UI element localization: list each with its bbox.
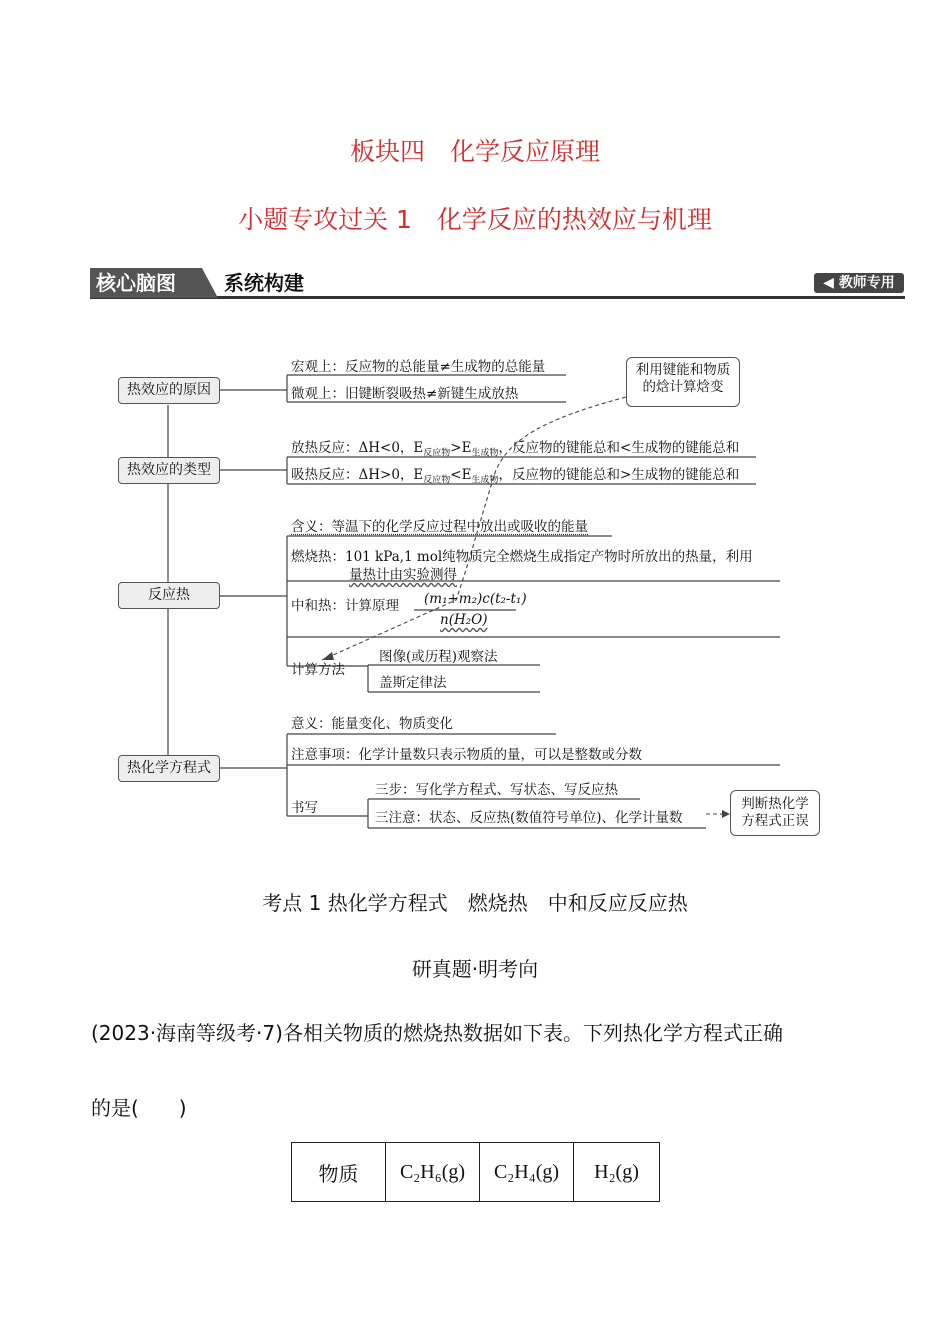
heat-combustion-line1: 燃烧热：101 kPa,1 mol纯物质完全燃烧生成指定产物时所放出的热量，利用 [291, 549, 753, 565]
heat-neutral-label: 中和热：计算原理 [291, 598, 399, 614]
node-thermo-equation: 热化学方程式 [118, 755, 220, 782]
table-row [292, 1143, 660, 1202]
equation-notes: 注意事项：化学计量数只表示物质的量，可以是整数或分数 [291, 747, 642, 763]
page-title: 板块四 化学反应原理 [349, 137, 600, 166]
teacher-badge: ◀ 教师专用 [814, 273, 904, 293]
types-endothermic: 吸热反应：ΔH>0，$E_{反应物}<E_{生成物}$，反应物的键能总和>生成物的键能总和 [291, 467, 740, 486]
equation-meaning: 意义：能量变化、物质变化 [291, 716, 453, 732]
equation-steps: 三步：写化学方程式、写状态、写反应热 [375, 782, 618, 798]
question-line-2: 的是( ) [91, 1096, 187, 1120]
node-reaction-heat: 反应热 [118, 582, 220, 609]
node-heat-cause: 热效应的原因 [118, 377, 220, 404]
cause-micro: 微观上：旧键断裂吸热≠新键生成放热 [291, 386, 519, 402]
banner-left-label: 核心脑图 [90, 268, 202, 298]
heat-neutral-numerator: (m₁+m₂)c(t₂-t₁) [424, 591, 527, 607]
table-header-c2h4: C₂H₄(g) [480, 1143, 574, 1202]
heat-calc-method-2: 盖斯定律法 [379, 675, 447, 691]
heat-combustion-line2: 量热计由实验测得 [349, 567, 457, 583]
heat-calc-label: 计算方法 [291, 662, 345, 678]
question-line-1: (2023·海南等级考·7)各相关物质的燃烧热数据如下表。下列热化学方程式正确 [91, 1021, 783, 1045]
table-header-h2: H₂(g) [574, 1143, 660, 1202]
equation-cautions: 三注意：状态、反应热(数值符号单位)、化学计量数 [375, 810, 683, 826]
section-sub-title: 研真题·明考向 [411, 957, 539, 981]
node-heat-types: 热效应的类型 [118, 457, 220, 484]
judge-equation-note: 判断热化学 方程式正误 [730, 790, 820, 836]
table-header-substance: 物质 [292, 1143, 386, 1202]
banner-right-label: 系统构建 [224, 271, 304, 295]
table-header-c2h6: C₂H₆(g) [386, 1143, 480, 1202]
heat-meaning: 含义：等温下的化学反应过程中放出或吸收的能量 [291, 519, 588, 535]
section-point-title: 考点 1 热化学方程式 燃烧热 中和反应反应热 [262, 891, 688, 915]
bond-energy-note: 利用键能和物质 的焓计算焓变 [626, 357, 740, 407]
heat-calc-method-1: 图像(或历程)观察法 [379, 649, 498, 665]
combustion-heat-table [291, 1142, 660, 1202]
badge-dot-icon: ◀ [823, 275, 839, 291]
cause-macro: 宏观上：反应物的总能量≠生成物的总能量 [291, 359, 546, 375]
types-exothermic: 放热反应：ΔH<0，$E_{反应物}>E_{生成物}$，反应物的键能总和<生成物的键能总和 [291, 440, 740, 459]
page-subtitle: 小题专攻过关 1 化学反应的热效应与机理 [238, 205, 712, 234]
heat-neutral-denominator: n(H₂O) [440, 612, 488, 628]
equation-write-label: 书写 [291, 800, 318, 816]
